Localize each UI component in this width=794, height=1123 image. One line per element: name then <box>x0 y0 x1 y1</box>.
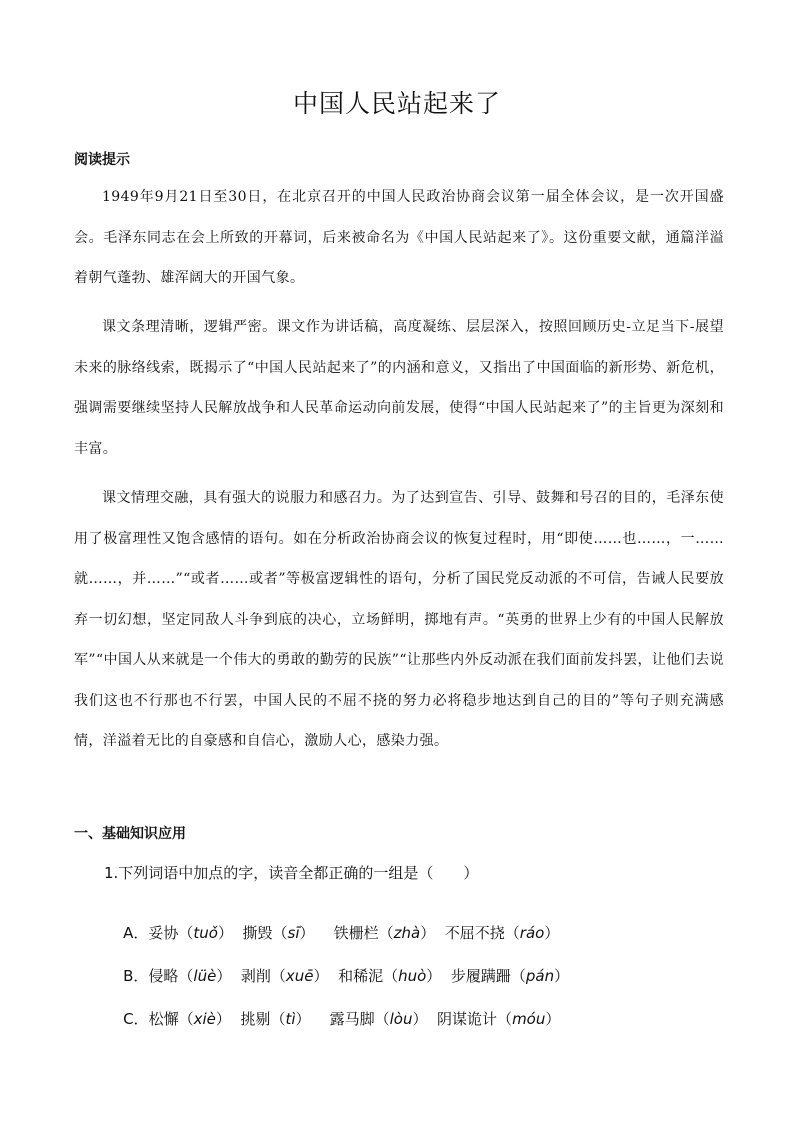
pinyin: huò <box>398 967 427 985</box>
page-title: 中国人民站起来了 <box>292 89 501 118</box>
paragraph-2: 课文条理清晰，逻辑严密。课文作为讲话稿，高度凝练、层层深入，按照回顾历史-立足当下-展望未来的脉络线索，既揭示了“中国人民站起来了”的内涵和意义，又指出了中国面临的新形势、新危机，强调需要继续坚持人民解放战争和人民革命运动向前发展，使得“中国人民站起来了”的主旨更为深刻和丰富。 <box>74 319 724 457</box>
option-word: 剥削 <box>240 967 271 985</box>
pinyin: lòu <box>389 1010 413 1028</box>
pinyin: sī <box>287 924 300 942</box>
option-label: B． <box>123 967 149 985</box>
pinyin: móu <box>512 1010 546 1028</box>
pinyin: xiè <box>193 1010 216 1028</box>
pinyin: tì <box>285 1010 296 1028</box>
option-word: 阴谋诡计 <box>437 1010 498 1028</box>
pinyin: xuē <box>285 967 314 985</box>
option-word: 松懈 <box>148 1010 179 1028</box>
pinyin: zhà <box>393 924 421 942</box>
option-word: 撕毁 <box>242 924 273 942</box>
reading-tip-heading: 阅读提示 <box>74 152 130 168</box>
paragraph-1: 1949年9月21日至30日，在北京召开的中国人民政治协商会议第一届全体会议，是一次开国盛会。毛泽东同志在会上所致的开幕词，后来被命名为《中国人民站起来了》。这份重要文献，通篇洋溢着朝气蓬勃、雄浑阔大的开国气象。 <box>74 189 724 286</box>
option-word: 和稀泥 <box>338 967 384 985</box>
option-word: 挑剔 <box>240 1010 271 1028</box>
pinyin: ráo <box>519 924 545 942</box>
option-word: 侵略 <box>148 967 179 985</box>
option-word: 不屈不挠 <box>444 924 505 942</box>
question-1: 1.下列词语中加点的字，读音全都正确的一组是（ ） <box>104 864 479 882</box>
option-label: C． <box>123 1010 149 1028</box>
option-word: 妥协 <box>148 924 179 942</box>
option-b: B．侵略（lüè） 剥削（xuē） 和稀泥（huò） 步履蹒跚（pán） <box>123 967 570 985</box>
paragraph-3: 课文情理交融，具有强大的说服力和感召力。为了达到宣告、引导、鼓舞和号召的目的，毛泽东使用了极富理性又饱含感情的语句。如在分析政治协商会议的恢复过程时，用“即使……也……，一……就……，并……”“或者……或者”等极富逻辑性的语句，分析了国民党反动派的不可信，告诫人民要放弃一切幻想，坚定同敌人斗争到底的决心，立场鲜明，掷地有声。“英勇的世界上少有的中国人民解放军”“中国人从来就是一个伟大的勇敢的勤劳的民族”“让那些内外反动派在我们面前发抖罢，让他们去说我们这也不行那也不行罢，中国人民的不屈不挠的努力必将稳步地达到自己的目的”等句子则充满感情，洋溢着无比的自豪感和自信心，激励人心，感染力强。 <box>74 490 724 749</box>
option-word: 铁栅栏 <box>333 924 379 942</box>
pinyin: pán <box>525 967 555 985</box>
option-label: A． <box>123 924 149 942</box>
section1-heading: 一、基础知识应用 <box>74 826 186 842</box>
option-c: C．松懈（xiè） 挑剔（tì） 露马脚（lòu） 阴谋诡计（móu） <box>123 1010 561 1028</box>
option-word: 步履蹒跚 <box>450 967 511 985</box>
pinyin: lüè <box>193 967 217 985</box>
option-word: 露马脚 <box>329 1010 375 1028</box>
pinyin: tuǒ <box>193 924 218 942</box>
option-a: A．妥协（tuǒ） 撕毁（sī） 铁栅栏（zhà） 不屈不挠（ráo） <box>123 924 560 942</box>
